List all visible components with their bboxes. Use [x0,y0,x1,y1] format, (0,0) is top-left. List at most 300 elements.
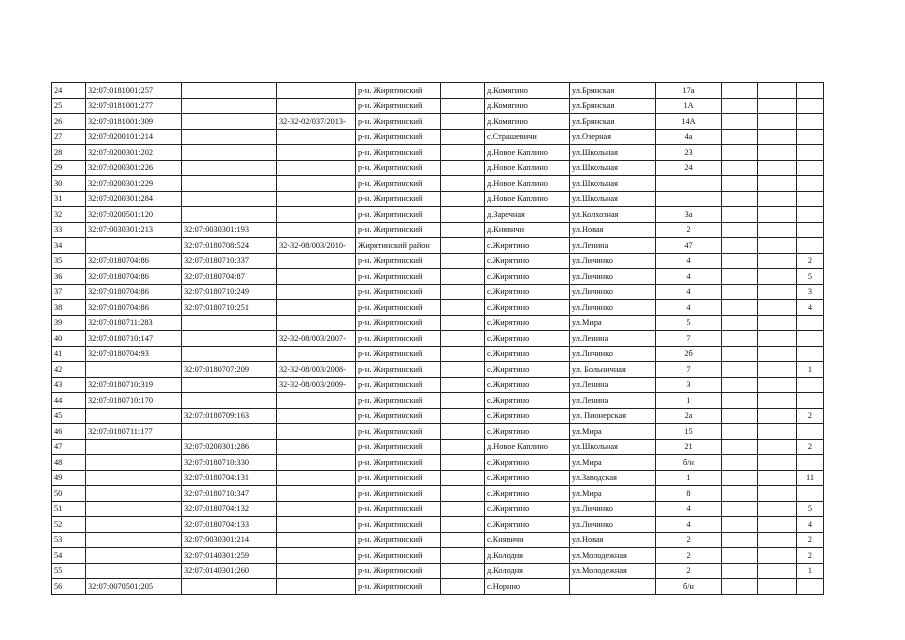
cadastral-number-cell: 32:07:0070501:205 [86,579,182,595]
table-row [52,191,824,207]
house-number-cell: 4 [656,284,722,300]
registration-number-cell [277,300,356,316]
extra-1-cell [722,362,758,378]
cadastral-number-cell: 32:07:0181001:257 [86,83,182,99]
district-cell: р-н. Жирятинский [356,346,441,362]
table-row [52,455,824,471]
blank-cell [441,253,485,269]
locality-cell: д.Новое Каплино [485,145,570,161]
extra-2-cell [758,548,797,564]
house-number-cell: 2 [656,532,722,548]
blank-cell [441,114,485,130]
count-cell: 3 [797,284,824,300]
building-cadastral-number-cell: 32:07:0180710:347 [182,486,277,502]
house-number-cell [656,176,722,192]
building-cadastral-number-cell: 32:07:0180710:249 [182,284,277,300]
extra-1-cell [722,563,758,579]
registration-number-cell [277,455,356,471]
district-cell: р-н. Жирятинский [356,284,441,300]
count-cell [797,486,824,502]
row-number-cell: 42 [52,362,86,378]
blank-cell [441,145,485,161]
count-cell [797,455,824,471]
blank-cell [441,83,485,99]
extra-2-cell [758,176,797,192]
cadastral-number-cell [86,439,182,455]
street-cell: ул. Больничная [570,362,656,378]
district-cell: р-н. Жирятинский [356,98,441,114]
blank-cell [441,439,485,455]
street-cell: ул. Пионерская [570,408,656,424]
count-cell [797,331,824,347]
registration-number-cell [277,486,356,502]
blank-cell [441,501,485,517]
house-number-cell: 4 [656,269,722,285]
table-row [52,470,824,486]
house-number-cell: 8 [656,486,722,502]
cadastral-number-cell: 32:07:0181001:309 [86,114,182,130]
row-number-cell: 36 [52,269,86,285]
blank-cell [441,176,485,192]
extra-2-cell [758,455,797,471]
extra-1-cell [722,114,758,130]
house-number-cell: 4 [656,501,722,517]
cadastral-number-cell [86,517,182,533]
extra-2-cell [758,377,797,393]
extra-2-cell [758,222,797,238]
locality-cell: с.Жирятино [485,362,570,378]
cadastral-number-cell: 32:07:0180710:170 [86,393,182,409]
blank-cell [441,129,485,145]
street-cell: ул.Брянская [570,114,656,130]
locality-cell: с.Страшевичи [485,129,570,145]
building-cadastral-number-cell [182,377,277,393]
house-number-cell: 3а [656,207,722,223]
district-cell: Жирятинский район [356,238,441,254]
district-cell: р-н. Жирятинский [356,253,441,269]
blank-cell [441,315,485,331]
extra-1-cell [722,548,758,564]
street-cell: ул.Колхозная [570,207,656,223]
district-cell: р-н. Жирятинский [356,501,441,517]
house-number-cell: 1 [656,470,722,486]
street-cell: ул.Брянская [570,83,656,99]
cadastral-number-cell: 32:07:0180704:86 [86,269,182,285]
row-number-cell: 39 [52,315,86,331]
house-number-cell: 15 [656,424,722,440]
street-cell: ул.Школьная [570,439,656,455]
locality-cell: д.Новое Каплино [485,160,570,176]
property-register-table [51,82,824,595]
table-row [52,315,824,331]
locality-cell: с.Жирятино [485,269,570,285]
house-number-cell: 21 [656,439,722,455]
extra-1-cell [722,315,758,331]
row-number-cell: 25 [52,98,86,114]
building-cadastral-number-cell [182,83,277,99]
count-cell: 11 [797,470,824,486]
table-row [52,300,824,316]
blank-cell [441,393,485,409]
locality-cell: д.Княвичи [485,222,570,238]
street-cell: ул.Новая [570,532,656,548]
district-cell: р-н. Жирятинский [356,455,441,471]
street-cell: ул.Ленина [570,238,656,254]
locality-cell: с.Жирятино [485,377,570,393]
count-cell: 2 [797,253,824,269]
street-cell: ул.Молодежная [570,548,656,564]
table-row [52,362,824,378]
locality-cell: д.Новое Каплино [485,439,570,455]
building-cadastral-number-cell: 32:07:0030301:214 [182,532,277,548]
building-cadastral-number-cell [182,393,277,409]
count-cell [797,377,824,393]
table-row [52,253,824,269]
count-cell [797,83,824,99]
extra-1-cell [722,284,758,300]
locality-cell: с.Княвичи [485,532,570,548]
registration-number-cell [277,176,356,192]
row-number-cell: 29 [52,160,86,176]
building-cadastral-number-cell [182,346,277,362]
cadastral-number-cell: 32:07:0180710:147 [86,331,182,347]
house-number-cell: 4 [656,300,722,316]
count-cell: 4 [797,517,824,533]
cadastral-number-cell: 32:07:0180704:86 [86,253,182,269]
building-cadastral-number-cell: 32:07:0180710:251 [182,300,277,316]
locality-cell: с.Жирятино [485,284,570,300]
district-cell: р-н. Жирятинский [356,191,441,207]
count-cell [797,207,824,223]
building-cadastral-number-cell [182,207,277,223]
district-cell: р-н. Жирятинский [356,408,441,424]
blank-cell [441,346,485,362]
building-cadastral-number-cell: 32:07:0200301:286 [182,439,277,455]
district-cell: р-н. Жирятинский [356,160,441,176]
cadastral-number-cell: 32:07:0200301:284 [86,191,182,207]
count-cell [797,424,824,440]
locality-cell: с.Жирятино [485,424,570,440]
count-cell: 2 [797,548,824,564]
row-number-cell: 46 [52,424,86,440]
extra-2-cell [758,315,797,331]
district-cell: р-н. Жирятинский [356,176,441,192]
locality-cell: д.Колодня [485,548,570,564]
building-cadastral-number-cell [182,191,277,207]
registration-number-cell [277,517,356,533]
row-number-cell: 30 [52,176,86,192]
count-cell: 1 [797,362,824,378]
count-cell: 2 [797,408,824,424]
building-cadastral-number-cell: 32:07:0180710:330 [182,455,277,471]
extra-1-cell [722,470,758,486]
locality-cell: д.Комягино [485,83,570,99]
row-number-cell: 24 [52,83,86,99]
row-number-cell: 34 [52,238,86,254]
row-number-cell: 27 [52,129,86,145]
building-cadastral-number-cell [182,129,277,145]
extra-1-cell [722,517,758,533]
street-cell: ул.Школьная [570,176,656,192]
extra-1-cell [722,377,758,393]
table-row [52,408,824,424]
blank-cell [441,98,485,114]
building-cadastral-number-cell: 32:07:0180710:337 [182,253,277,269]
row-number-cell: 50 [52,486,86,502]
count-cell [797,346,824,362]
blank-cell [441,160,485,176]
district-cell: р-н. Жирятинский [356,222,441,238]
count-cell [797,160,824,176]
district-cell: р-н. Жирятинский [356,532,441,548]
district-cell: р-н. Жирятинский [356,145,441,161]
registration-number-cell [277,160,356,176]
registration-number-cell [277,408,356,424]
extra-2-cell [758,579,797,595]
building-cadastral-number-cell [182,145,277,161]
district-cell: р-н. Жирятинский [356,377,441,393]
building-cadastral-number-cell: 32:07:0180707:209 [182,362,277,378]
locality-cell: с.Жирятино [485,470,570,486]
count-cell: 4 [797,300,824,316]
registration-number-cell [277,222,356,238]
extra-1-cell [722,331,758,347]
registration-number-cell [277,393,356,409]
registration-number-cell [277,129,356,145]
count-cell [797,579,824,595]
house-number-cell: 47 [656,238,722,254]
blank-cell [441,331,485,347]
district-cell: р-н. Жирятинский [356,83,441,99]
district-cell: р-н. Жирятинский [356,331,441,347]
registration-number-cell [277,315,356,331]
street-cell: ул.Личинко [570,501,656,517]
street-cell [570,579,656,595]
extra-2-cell [758,532,797,548]
district-cell: р-н. Жирятинский [356,362,441,378]
count-cell [797,145,824,161]
extra-2-cell [758,98,797,114]
table-row [52,269,824,285]
table-row [52,160,824,176]
blank-cell [441,486,485,502]
row-number-cell: 41 [52,346,86,362]
extra-1-cell [722,486,758,502]
building-cadastral-number-cell [182,424,277,440]
registration-number-cell: 32-32-08/003/2008- [277,362,356,378]
extra-1-cell [722,98,758,114]
extra-1-cell [722,160,758,176]
extra-1-cell [722,222,758,238]
count-cell [797,176,824,192]
table-row [52,114,824,130]
locality-cell: д.Колодня [485,563,570,579]
building-cadastral-number-cell [182,114,277,130]
row-number-cell: 54 [52,548,86,564]
house-number-cell: 2 [656,222,722,238]
district-cell: р-н. Жирятинский [356,300,441,316]
house-number-cell [656,191,722,207]
table-row [52,501,824,517]
street-cell: ул.Мира [570,486,656,502]
extra-1-cell [722,83,758,99]
house-number-cell: 2б [656,346,722,362]
extra-2-cell [758,83,797,99]
house-number-cell: 1А [656,98,722,114]
locality-cell: с.Жирятино [485,238,570,254]
street-cell: ул.Заводская [570,470,656,486]
count-cell [797,238,824,254]
extra-2-cell [758,269,797,285]
blank-cell [441,222,485,238]
extra-2-cell [758,501,797,517]
blank-cell [441,238,485,254]
registration-number-cell [277,579,356,595]
table-row [52,517,824,533]
table-row [52,238,824,254]
row-number-cell: 55 [52,563,86,579]
registration-number-cell [277,346,356,362]
house-number-cell: 14А [656,114,722,130]
street-cell: ул.Личинко [570,300,656,316]
count-cell [797,315,824,331]
table-row [52,284,824,300]
extra-2-cell [758,253,797,269]
count-cell [797,393,824,409]
cadastral-number-cell [86,470,182,486]
row-number-cell: 56 [52,579,86,595]
locality-cell: д.Заречная [485,207,570,223]
cadastral-number-cell: 32:07:0180704:93 [86,346,182,362]
cadastral-number-cell [86,548,182,564]
cadastral-number-cell [86,362,182,378]
row-number-cell: 52 [52,517,86,533]
street-cell: ул.Школьная [570,191,656,207]
registration-number-cell [277,424,356,440]
table-row [52,424,824,440]
street-cell: ул.Личинко [570,517,656,533]
blank-cell [441,424,485,440]
street-cell: ул.Мира [570,315,656,331]
registration-number-cell [277,284,356,300]
building-cadastral-number-cell: 32:07:0140301:260 [182,563,277,579]
district-cell: р-н. Жирятинский [356,563,441,579]
table-row [52,548,824,564]
cadastral-number-cell: 32:07:0181001:277 [86,98,182,114]
building-cadastral-number-cell [182,315,277,331]
street-cell: ул.Озерная [570,129,656,145]
locality-cell: с.Жирятино [485,393,570,409]
district-cell: р-н. Жирятинский [356,114,441,130]
row-number-cell: 48 [52,455,86,471]
extra-1-cell [722,191,758,207]
house-number-cell: 7 [656,331,722,347]
extra-1-cell [722,393,758,409]
cadastral-number-cell [86,532,182,548]
street-cell: ул.Брянская [570,98,656,114]
row-number-cell: 43 [52,377,86,393]
house-number-cell: 2 [656,548,722,564]
blank-cell [441,548,485,564]
district-cell: р-н. Жирятинский [356,315,441,331]
extra-2-cell [758,300,797,316]
extra-2-cell [758,284,797,300]
extra-1-cell [722,532,758,548]
table-row [52,486,824,502]
street-cell: ул.Мира [570,455,656,471]
table-row [52,563,824,579]
row-number-cell: 35 [52,253,86,269]
extra-1-cell [722,145,758,161]
street-cell: ул.Ленина [570,393,656,409]
extra-2-cell [758,145,797,161]
registration-number-cell [277,191,356,207]
extra-2-cell [758,470,797,486]
registration-number-cell: 32-32-08/003/2007- [277,331,356,347]
extra-2-cell [758,563,797,579]
cadastral-number-cell: 32:07:0180711:177 [86,424,182,440]
registration-number-cell [277,439,356,455]
extra-2-cell [758,517,797,533]
building-cadastral-number-cell: 32:07:0180704:133 [182,517,277,533]
district-cell: р-н. Жирятинский [356,579,441,595]
street-cell: ул.Школьная [570,160,656,176]
cadastral-number-cell [86,501,182,517]
extra-2-cell [758,424,797,440]
house-number-cell: б/н [656,579,722,595]
registration-number-cell: 32-32-08/003/2010- [277,238,356,254]
count-cell [797,222,824,238]
extra-2-cell [758,114,797,130]
extra-1-cell [722,300,758,316]
row-number-cell: 45 [52,408,86,424]
house-number-cell: 2а [656,408,722,424]
extra-2-cell [758,393,797,409]
table-row [52,532,824,548]
registration-number-cell [277,98,356,114]
blank-cell [441,470,485,486]
street-cell: ул.Мира [570,424,656,440]
extra-2-cell [758,346,797,362]
count-cell: 5 [797,269,824,285]
locality-cell: д.Новое Каплино [485,191,570,207]
row-number-cell: 40 [52,331,86,347]
locality-cell: с.Норнно [485,579,570,595]
blank-cell [441,455,485,471]
house-number-cell: 5 [656,315,722,331]
district-cell: р-н. Жирятинский [356,548,441,564]
extra-2-cell [758,238,797,254]
cadastral-number-cell: 32:07:0200101:214 [86,129,182,145]
registration-number-cell [277,470,356,486]
table-row [52,393,824,409]
row-number-cell: 28 [52,145,86,161]
building-cadastral-number-cell: 32:07:0180704:131 [182,470,277,486]
extra-2-cell [758,486,797,502]
count-cell: 2 [797,532,824,548]
house-number-cell: 17а [656,83,722,99]
locality-cell: д.Комягино [485,114,570,130]
registration-number-cell [277,563,356,579]
extra-1-cell [722,579,758,595]
street-cell: ул.Школьная [570,145,656,161]
house-number-cell: 24 [656,160,722,176]
registration-number-cell [277,501,356,517]
registration-number-cell: 32-32-02/037/2013- [277,114,356,130]
building-cadastral-number-cell: 32:07:0180704:87 [182,269,277,285]
count-cell: 5 [797,501,824,517]
blank-cell [441,563,485,579]
